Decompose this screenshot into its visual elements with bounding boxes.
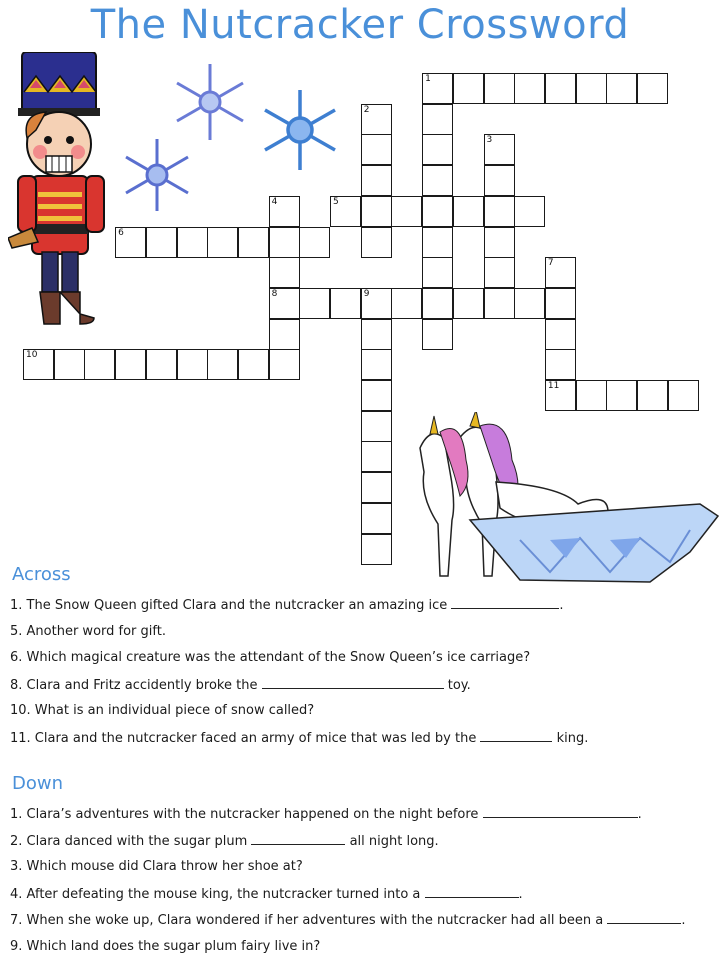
clue-number: 5	[333, 196, 339, 207]
down-clue: 3. Which mouse did Clara throw her shoe at?	[10, 859, 303, 874]
grid-cell[interactable]	[668, 380, 699, 411]
grid-cell[interactable]	[514, 196, 545, 227]
page-title: The Nutcracker Crossword	[90, 2, 630, 48]
clue-number: 7	[547, 258, 554, 269]
grid-cell[interactable]	[361, 441, 392, 472]
grid-cell[interactable]	[422, 257, 453, 288]
grid-cell[interactable]	[453, 196, 484, 227]
down-clue: 4. After defeating the mouse king, the nutcracker turned into a .	[10, 886, 523, 902]
clue-number: 1	[425, 74, 431, 84]
grid-cell[interactable]	[54, 349, 85, 380]
grid-cell[interactable]	[238, 227, 269, 258]
clue-number: 4	[271, 196, 278, 207]
grid-cell[interactable]	[361, 472, 392, 503]
down-clue: 7. When she woke up, Clara wondered if her adventures with the nutcracker had all been a .	[10, 913, 686, 928]
grid-cell[interactable]	[576, 73, 607, 104]
grid-cell[interactable]	[422, 196, 453, 227]
grid-cell[interactable]	[269, 257, 300, 288]
grid-cell[interactable]	[84, 349, 115, 380]
grid-cell[interactable]	[484, 257, 515, 288]
grid-cell[interactable]	[422, 104, 453, 135]
grid-cell[interactable]	[606, 73, 637, 104]
grid-cell[interactable]	[545, 319, 576, 350]
grid-cell[interactable]	[545, 288, 576, 319]
grid-cell[interactable]	[207, 227, 238, 258]
answer-blank	[483, 806, 638, 818]
grid-cell[interactable]	[545, 380, 576, 411]
grid-cell[interactable]	[361, 349, 392, 380]
clue-number: 9	[363, 288, 370, 299]
clue-number: 3	[486, 135, 493, 146]
clue-number: 6	[118, 227, 124, 238]
down-clue: 1. Clara’s adventures with the nutcracker happened on the night before .	[10, 807, 642, 822]
grid-cell[interactable]	[299, 288, 330, 319]
clue-number: 11	[547, 381, 560, 391]
across-clue: 10. What is an individual piece of snow called?	[10, 703, 315, 718]
grid-cell[interactable]	[330, 196, 361, 227]
across-clue: 8. Clara and Fritz accidently broke the toy.	[10, 677, 471, 693]
answer-blank	[262, 677, 444, 689]
grid-cell[interactable]	[422, 165, 453, 196]
across-heading: Across	[12, 564, 71, 585]
grid-cell[interactable]	[422, 288, 453, 319]
grid-cell[interactable]	[146, 227, 177, 258]
grid-cell[interactable]	[269, 319, 300, 350]
grid-cell[interactable]	[361, 503, 392, 534]
grid-cell[interactable]	[269, 349, 300, 380]
answer-blank	[451, 597, 559, 609]
grid-cell[interactable]	[361, 104, 392, 135]
grid-cell[interactable]	[299, 227, 330, 258]
grid-cell[interactable]	[361, 134, 392, 165]
grid-cell[interactable]	[422, 134, 453, 165]
grid-cell[interactable]	[514, 288, 545, 319]
grid-cell[interactable]	[637, 380, 668, 411]
grid-cell[interactable]	[207, 349, 238, 380]
grid-cell[interactable]	[484, 165, 515, 196]
grid-cell[interactable]	[361, 319, 392, 350]
across-clue: 5. Another word for gift.	[10, 623, 166, 639]
grid-cell[interactable]	[545, 73, 576, 104]
down-clue: 9. Which land does the sugar plum fairy live in?	[10, 938, 321, 954]
grid-cell[interactable]	[484, 73, 515, 104]
clue-number: 8	[271, 288, 278, 299]
grid-cell[interactable]	[361, 534, 392, 565]
grid-cell[interactable]	[238, 349, 269, 380]
grid-cell[interactable]	[484, 196, 515, 227]
grid-cell[interactable]	[361, 196, 392, 227]
across-clue: 1. The Snow Queen gifted Clara and the nutcracker an amazing ice .	[10, 598, 564, 613]
down-clue: 2. Clara danced with the sugar plum all night long.	[10, 833, 439, 849]
grid-cell[interactable]	[146, 349, 177, 380]
grid-cell[interactable]	[269, 227, 300, 258]
grid-cell[interactable]	[453, 288, 484, 319]
grid-cell[interactable]	[361, 288, 392, 319]
grid-cell[interactable]	[484, 227, 515, 258]
clue-number: 2	[363, 104, 370, 115]
grid-cell[interactable]	[514, 73, 545, 104]
grid-cell[interactable]	[361, 227, 392, 258]
grid-cell[interactable]	[269, 288, 300, 319]
clue-number: 10	[26, 350, 38, 361]
grid-cell[interactable]	[422, 73, 453, 104]
grid-cell[interactable]	[177, 349, 208, 380]
answer-blank	[480, 730, 552, 742]
answer-blank	[607, 912, 681, 924]
grid-cell[interactable]	[637, 73, 668, 104]
grid-cell[interactable]	[484, 288, 515, 319]
grid-cell[interactable]	[391, 196, 422, 227]
grid-cell[interactable]	[115, 227, 146, 258]
grid-cell[interactable]	[115, 349, 146, 380]
grid-cell[interactable]	[361, 165, 392, 196]
answer-blank	[251, 833, 345, 845]
down-heading: Down	[12, 773, 64, 794]
answer-blank	[425, 886, 519, 898]
grid-cell[interactable]	[545, 257, 576, 288]
grid-cell[interactable]	[269, 196, 300, 227]
grid-cell[interactable]	[576, 380, 607, 411]
grid-cell[interactable]	[23, 349, 54, 380]
grid-cell[interactable]	[422, 319, 453, 350]
grid-cell[interactable]	[177, 227, 208, 258]
grid-cell[interactable]	[606, 380, 637, 411]
grid-cell[interactable]	[391, 288, 422, 319]
grid-cell[interactable]	[330, 288, 361, 319]
across-clue: 11. Clara and the nutcracker faced an army of mice that was led by the king.	[10, 730, 589, 746]
across-clue: 6. Which magical creature was the attendant of the Snow Queen’s ice carriage?	[10, 650, 531, 665]
grid-cell[interactable]	[545, 349, 576, 380]
grid-cell[interactable]	[361, 380, 392, 411]
grid-cell[interactable]	[361, 411, 392, 442]
grid-cell[interactable]	[422, 227, 453, 258]
grid-cell[interactable]	[453, 73, 484, 104]
grid-cell[interactable]	[484, 134, 515, 165]
